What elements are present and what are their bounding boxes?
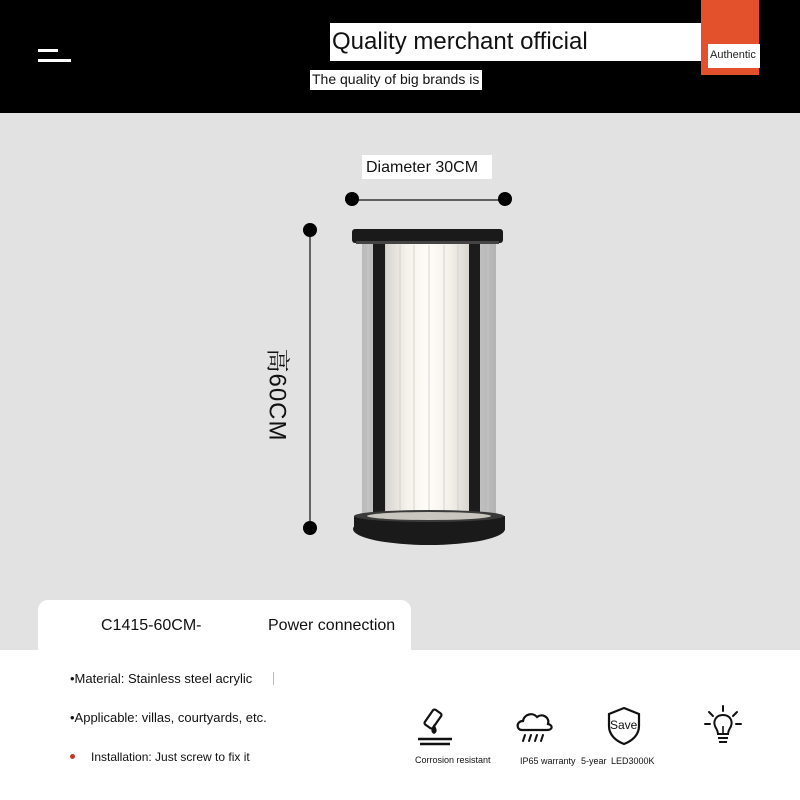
diameter-dimension-line bbox=[345, 192, 512, 206]
authentic-badge-label: Authentic bbox=[710, 49, 756, 61]
diameter-label-box bbox=[362, 155, 492, 179]
tab-model[interactable]: C1415-60CM- bbox=[101, 617, 202, 634]
bullet-dot bbox=[70, 754, 75, 759]
height-label: 高60CM bbox=[263, 348, 291, 442]
tab-power-connection[interactable]: Power connection bbox=[268, 617, 396, 634]
page-title: Quality merchant official bbox=[332, 28, 588, 55]
led-label: LED3000K bbox=[611, 756, 655, 766]
shield-icon-text: Save bbox=[610, 718, 638, 732]
diameter-label: Diameter 30CM bbox=[366, 159, 479, 176]
corrosion-label: Corrosion resistant bbox=[415, 755, 491, 765]
spec-separator bbox=[273, 672, 274, 685]
page-subtitle: The quality of big brands is bbox=[312, 71, 480, 87]
rain-cloud-icon bbox=[513, 706, 555, 746]
lamp-illustration bbox=[352, 229, 505, 545]
spec-material: •Material: Stainless steel acrylic bbox=[70, 671, 253, 686]
spec-applicable: •Applicable: villas, courtyards, etc. bbox=[70, 710, 267, 725]
lightbulb-icon bbox=[703, 704, 743, 748]
spec-installation: Installation: Just screw to fix it bbox=[91, 750, 250, 764]
warranty-label: 5-year bbox=[581, 756, 607, 766]
corrosion-icon bbox=[414, 706, 456, 748]
height-dimension-line bbox=[303, 223, 317, 535]
ip65-label: IP65 warranty bbox=[520, 756, 576, 766]
